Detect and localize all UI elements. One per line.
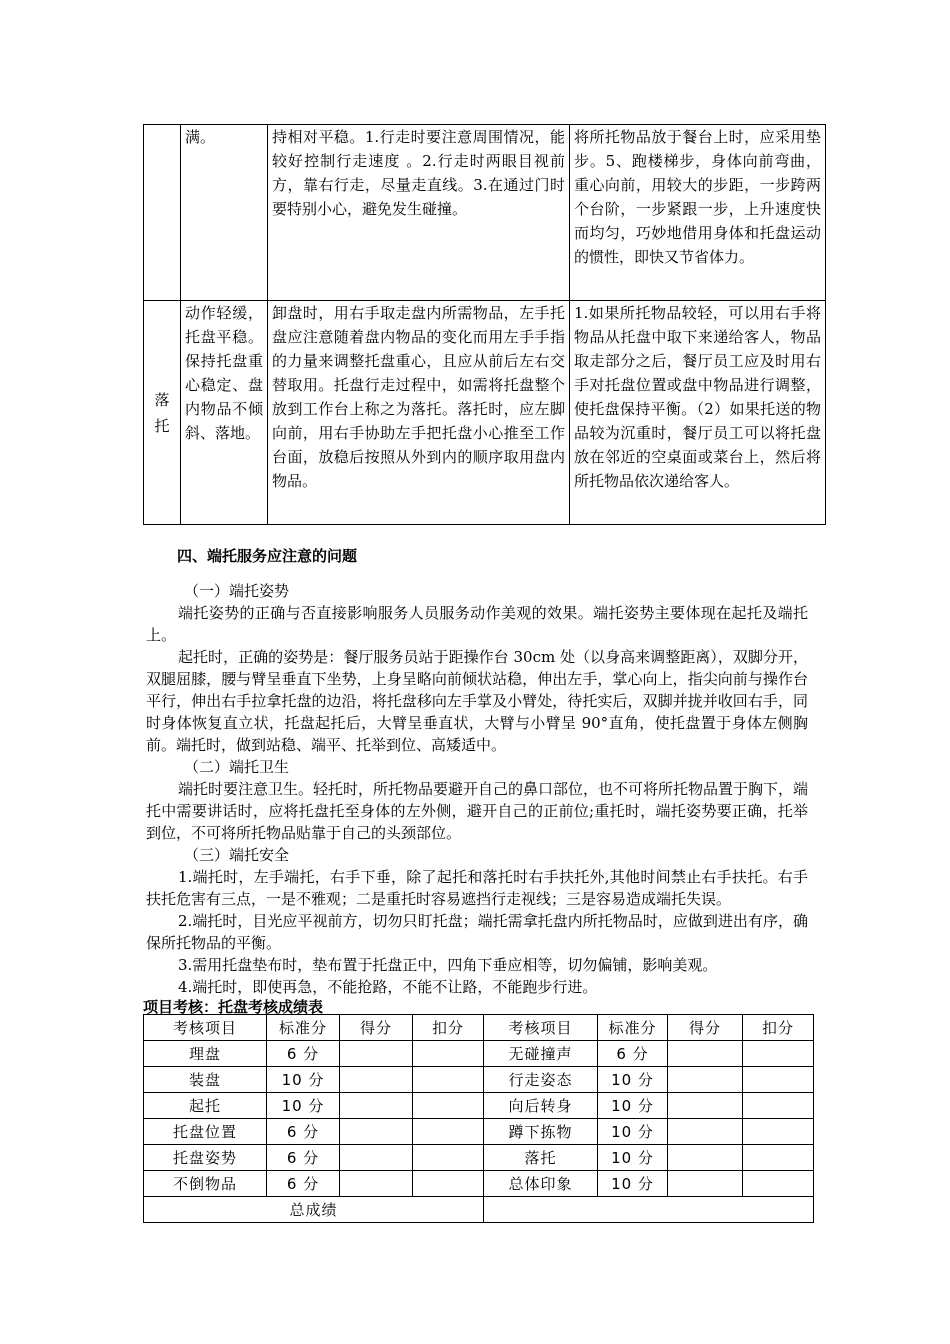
item-cell: 理盘 [144,1041,267,1067]
paragraph: 4.端托时，即使再急，不能抢路，不能不让路，不能跑步行进。 [178,978,598,996]
score-input-cell[interactable] [668,1067,743,1093]
deduction-input-cell[interactable] [743,1041,814,1067]
item-cell: 总体印象 [484,1171,598,1197]
header-cell: 得分 [668,1015,743,1041]
stage-label: 落托 [154,390,170,435]
item-cell: 不倒物品 [144,1171,267,1197]
item-cell: 起托 [144,1093,267,1119]
assessment-title: 项目考核：托盘考核成绩表 [143,998,324,1016]
deduction-input-cell[interactable] [413,1093,484,1119]
total-row [144,1197,814,1223]
paragraph: 1.端托时，左手端托，右手下垂，除了起托和落托时右手扶托外,其他时间禁止右手扶托。右手扶托危害有三点，一是不雅观；二是重托时容易遮挡行走视线；三是容易造成端托失误。 [146,868,808,908]
subheading: （一）端托姿势 [184,582,290,600]
deduction-input-cell[interactable] [743,1171,814,1197]
deduction-input-cell[interactable] [413,1067,484,1093]
section-body [146,580,808,998]
header-cell: 标准分 [267,1015,340,1041]
standard-score-cell: 10 分 [598,1067,668,1093]
deduction-input-cell[interactable] [413,1171,484,1197]
header-cell: 扣分 [743,1015,814,1041]
table-row [144,1119,814,1145]
table-row [144,125,826,301]
score-table [143,1014,814,1223]
score-input-cell[interactable] [668,1171,743,1197]
score-input-cell[interactable] [340,1171,413,1197]
requirement-cell: 动作轻缓，托盘平稳。保持托盘重心稳定、盘内物品不倾斜、落地。 [181,301,268,525]
notes-cell: 1.如果所托物品较轻，可以用右手将物品从托盘中取下来递给客人，物品取走部分之后，餐厅员工应及时用右手对托盘位置或盘中物品进行调整，使托盘保持平衡。（2）如果托送的物品较为沉重时，餐厅员工可以将托盘放在邻近的空桌面或菜台上，然后将所托物品依次递给客人。 [570,301,826,525]
score-input-cell[interactable] [340,1067,413,1093]
score-input-cell[interactable] [668,1145,743,1171]
standard-score-cell: 6 分 [267,1041,340,1067]
total-label-cell: 总成绩 [144,1197,484,1223]
score-input-cell[interactable] [668,1041,743,1067]
standard-score-cell: 10 分 [267,1093,340,1119]
subheading: （三）端托安全 [184,846,290,864]
standard-score-cell: 10 分 [598,1171,668,1197]
standard-score-cell: 6 分 [267,1119,340,1145]
total-value-cell[interactable] [484,1197,814,1223]
header-cell: 考核项目 [144,1015,267,1041]
score-input-cell[interactable] [340,1119,413,1145]
table-row [144,301,826,525]
standard-score-cell: 6 分 [267,1145,340,1171]
item-cell: 向后转身 [484,1093,598,1119]
procedure-table [143,124,826,525]
item-cell: 装盘 [144,1067,267,1093]
deduction-input-cell[interactable] [413,1145,484,1171]
item-cell: 蹲下拣物 [484,1119,598,1145]
table-row [144,1041,814,1067]
standard-score-cell: 10 分 [598,1145,668,1171]
table-row [144,1093,814,1119]
paragraph: 起托时，正确的姿势是：餐厅服务员站于距操作台 30cm 处（以身高来调整距离），双脚分开，双腿屈膝，腰与臂呈垂直下坐势，上身呈略向前倾状站稳，伸出左手，掌心向上，指尖向前与操作台平行，伸出右手拉拿托盘的边沿，将托盘移向左手掌及小臂处，待托实后，双脚并拢并收回右手，同时身体恢复直立状，托盘起托后，大臂呈垂直状，大臂与小臂呈 90°直角，使托盘置于身体左侧胸前。端托时，做到站稳、端平、托举到位、高矮适中。 [146,648,808,754]
standard-score-cell: 10 分 [598,1093,668,1119]
header-cell: 扣分 [413,1015,484,1041]
paragraph: 2.端托时，目光应平视前方，切勿只盯托盘；端托需拿托盘内所托物品时，应做到进出有序，确保所托物品的平衡。 [146,912,808,952]
subheading: （二）端托卫生 [184,758,290,776]
score-input-cell[interactable] [340,1041,413,1067]
deduction-input-cell[interactable] [743,1067,814,1093]
deduction-input-cell[interactable] [743,1119,814,1145]
item-cell: 托盘位置 [144,1119,267,1145]
paragraph: 3.需用托盘垫布时，垫布置于托盘正中，四角下垂应相等，切勿偏铺，影响美观。 [178,956,718,974]
item-cell: 托盘姿势 [144,1145,267,1171]
table-row [144,1067,814,1093]
method-cell: 卸盘时，用右手取走盘内所需物品，左手托盘应注意随着盘内物品的变化而用左手手指的力量来调整托盘重心，且应从前后左右交替取用。托盘行走过程中，如需将托盘整个放到工作台上称之为落托。落托时，应左脚向前，用右手协助左手把托盘小心推至工作台面，放稳后按照从外到内的顺序取用盘内物品。 [268,301,570,525]
section-heading: 四、端托服务应注意的问题 [177,547,358,565]
score-input-cell[interactable] [340,1093,413,1119]
item-cell: 落托 [484,1145,598,1171]
deduction-input-cell[interactable] [743,1145,814,1171]
standard-score-cell: 10 分 [267,1067,340,1093]
score-input-cell[interactable] [340,1145,413,1171]
header-cell: 得分 [340,1015,413,1041]
header-cell: 考核项目 [484,1015,598,1041]
stage-cell [144,301,181,525]
standard-score-cell: 6 分 [267,1171,340,1197]
deduction-input-cell[interactable] [413,1119,484,1145]
standard-score-cell: 10 分 [598,1119,668,1145]
table-row [144,1171,814,1197]
deduction-input-cell[interactable] [413,1041,484,1067]
paragraph: 端托姿势的正确与否直接影响服务人员服务动作美观的效果。端托姿势主要体现在起托及端托上。 [146,604,808,644]
item-cell: 行走姿态 [484,1067,598,1093]
paragraph: 端托时要注意卫生。轻托时，所托物品要避开自己的鼻口部位，也不可将所托物品置于胸下，端托中需要讲话时，应将托盘托至身体的左外侧，避开自己的正前位;重托时，端托姿势要正确，托举到位，不可将所托物品贴靠于自己的头颈部位。 [146,780,809,842]
item-cell: 无碰撞声 [484,1041,598,1067]
notes-cell: 将所托物品放于餐台上时，应采用垫步。5、跑楼梯步，身体向前弯曲，重心向前，用较大的步距，一步跨两个台阶，一步紧跟一步，上升速度快而均匀，巧妙地借用身体和托盘运动的惯性，即快又节省体力。 [570,125,826,301]
deduction-input-cell[interactable] [743,1093,814,1119]
score-header-row [144,1015,814,1041]
header-cell: 标准分 [598,1015,668,1041]
score-input-cell[interactable] [668,1093,743,1119]
method-cell: 持相对平稳。1.行走时要注意周围情况，能较好控制行走速度 。2.行走时两眼目视前方，靠右行走，尽量走直线。3.在通过门时要特别小心，避免发生碰撞。 [268,125,570,301]
standard-score-cell: 6 分 [598,1041,668,1067]
score-input-cell[interactable] [668,1119,743,1145]
requirement-cell: 满。 [181,125,268,301]
stage-cell [144,125,181,301]
table-row [144,1145,814,1171]
